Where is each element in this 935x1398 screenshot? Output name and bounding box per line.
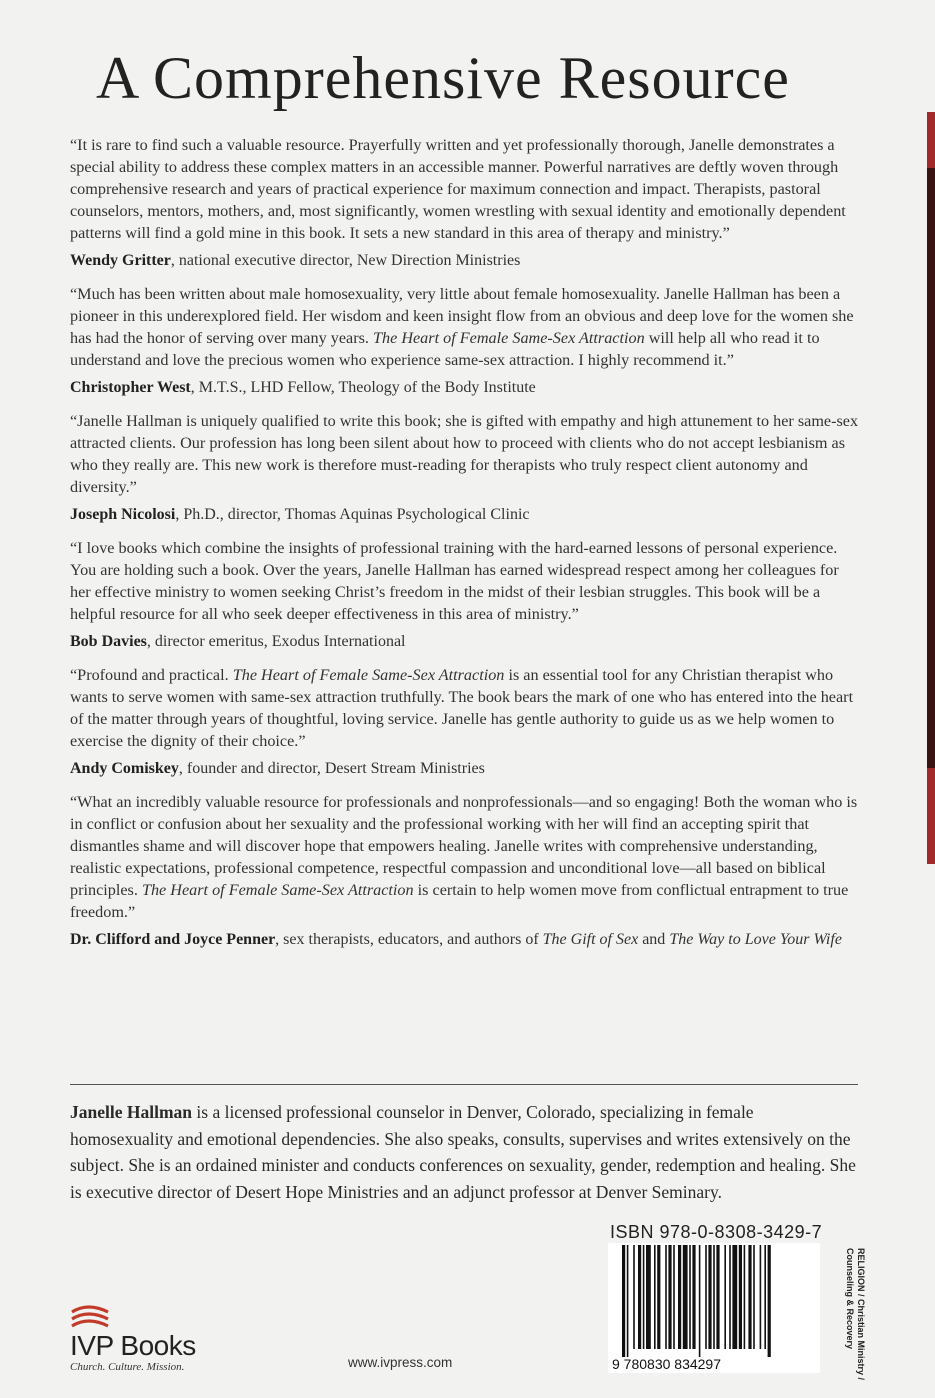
divider-rule	[70, 1084, 858, 1085]
endorser-name: Andy Comiskey	[70, 760, 179, 777]
barcode-bar	[760, 1245, 762, 1349]
barcode-bar	[713, 1245, 715, 1349]
endorsement-attribution	[70, 250, 860, 272]
book-title-italic: The Heart of Female Same-Sex Attraction	[232, 666, 505, 684]
endorsement-attribution	[70, 377, 860, 399]
endorsement-attribution	[70, 929, 860, 951]
author-name: Janelle Hallman	[70, 1102, 193, 1122]
page-title: A Comprehensive Resource	[96, 45, 790, 111]
book-title-italic: The Gift of Sex	[542, 931, 639, 948]
quote-text: is an essential tool for any Christian therapist who wants to serve women with same-sex attraction truthfully. The book bears the mark of one who has entered into the heart of the matter through years of thoughtful, loving service. Janelle has gentle authority to guide us as we help women to exercise the dignity of their choice.”	[70, 666, 854, 750]
barcode-bar	[764, 1245, 766, 1349]
book-title-italic: The Heart of Female Same-Sex Attraction	[141, 881, 414, 899]
barcode-bar	[665, 1245, 667, 1349]
endorser-name: Bob Davies	[70, 633, 147, 650]
barcode-bar	[768, 1245, 771, 1357]
endorser-role: , sex therapists, educators, and authors of	[275, 931, 543, 948]
barcode-bar	[633, 1245, 635, 1349]
endorsement-quote	[70, 410, 860, 498]
barcode-bar	[732, 1245, 737, 1349]
endorsement-attribution	[70, 504, 860, 526]
barcode-bar	[753, 1245, 755, 1349]
endorser-role: , founder and director, Desert Stream Ministries	[178, 760, 485, 777]
barcode-bar	[683, 1245, 688, 1349]
barcode-bar	[699, 1245, 701, 1357]
barcode-bar	[716, 1245, 719, 1349]
publisher-url: www.ivpress.com	[348, 1355, 453, 1370]
endorsement-attribution	[70, 631, 860, 653]
barcode-bar	[729, 1245, 731, 1349]
endorser-role: and	[638, 931, 670, 948]
publisher-name: IVP Books	[70, 1330, 196, 1361]
barcode-bar	[638, 1245, 641, 1349]
endorsement-quote	[70, 283, 860, 371]
barcode-bar	[692, 1245, 695, 1349]
endorser-role: , national executive director, New Direction Ministries	[170, 252, 521, 269]
quote-text: “What an incredibly valuable resource for professionals and nonprofessionals—and so engaging! Both the woman who is in conflict or confusion about her sexuality and the professional working with her will find an accepting spirit that dismantles shame and will discover hope that empowers healing. Janelle writes with comprehensive understanding, realistic expectations, professional competence, respectful compassion and unconditional love—all based on biblical principles.	[70, 793, 858, 899]
endorsement	[70, 664, 860, 780]
barcode	[608, 1243, 820, 1373]
quote-text: “I love books which combine the insights of professional training with the hard-earned lessons of personal experience. You are holding such a book. Over the years, Janelle Hallman has earned widespread respect among her colleagues for her effective ministry to women seeking Christ’s freedom in the midst of their lesbian struggles. This book will be a helpful resource for all who seek deeper effectiveness in this area of ministry.”	[70, 539, 839, 623]
endorser-role: , M.T.S., LHD Fellow, Theology of the Body Institute	[190, 379, 536, 396]
category-line-2: Counseling & Recovery	[845, 1248, 855, 1350]
quote-text: will help all who read it to understand and love the precious women who experience same-sex attraction. I highly recommend it.”	[70, 329, 820, 369]
barcode-bar	[673, 1245, 675, 1349]
barcode-bar	[622, 1245, 625, 1357]
spine-edge-dark	[927, 168, 935, 768]
endorsement-attribution	[70, 758, 860, 780]
isbn-label: ISBN 978-0-8308-3429-7	[610, 1222, 823, 1242]
book-title-italic: The Heart of Female Same-Sex Attraction	[372, 329, 645, 347]
endorsement-quote	[70, 664, 860, 752]
category-text	[844, 1248, 866, 1380]
endorser-name: Wendy Gritter	[70, 252, 171, 269]
endorsement	[70, 791, 860, 951]
quote-text: “Much has been written about male homosexuality, very little about female homosexuality. Janelle Hallman has been a pioneer in this underexplored field. Her wisdom and keen insight flow from an obvious and deep love for the women she has had the honor of serving over many years.	[70, 285, 854, 347]
barcode-bar	[654, 1245, 656, 1349]
barcode-bar	[739, 1245, 742, 1349]
barcode-bar	[657, 1245, 660, 1349]
barcode-bar	[708, 1245, 711, 1349]
quote-text: “It is rare to find such a valuable resource. Prayerfully written and yet professionally thorough, Janelle demonstrates a special ability to address these complex matters in an accessible manner. Powerful narratives are deftly woven through comprehensive research and years of practical experience for maximum connection and impact. Therapists, pastoral counselors, mentors, mothers, and, most significantly, women wrestling with sexual identity and emotionally dependent patterns will find a gold mine in this book. It sets a new standard in this area of therapy and ministry.”	[70, 136, 846, 242]
category-label	[826, 1248, 886, 1388]
endorser-role: , director emeritus, Exodus International	[146, 633, 406, 650]
barcode-bar	[705, 1245, 707, 1349]
barcode-bar	[627, 1245, 629, 1357]
endorsement-quote	[70, 537, 860, 625]
author-bio-text: is a licensed professional counselor in Denver, Colorado, specializing in female homosexuality and emotional dependencies. She also speaks, consults, supervises and writes extensively on the subject. She is an ordained minister and conducts conferences on sexuality, gender, redemption and healing. She is executive director of Desert Hope Ministries and an adjunct professor at Denver Seminary.	[70, 1102, 856, 1202]
quote-text: “Janelle Hallman is uniquely qualified to write this book; she is gifted with empathy and high attunement to her same-sex attracted clients. Our profession has long been silent about how to proceed with clients who do not accept lesbianism as who they really are. This new work is therefore must-reading for therapists who truly respect client autonomy and diversity.”	[70, 412, 859, 496]
endorser-name: Joseph Nicolosi	[70, 506, 176, 523]
barcode-bar	[724, 1245, 726, 1349]
endorser-name: Dr. Clifford and Joyce Penner	[70, 931, 276, 948]
endorsement-quote	[70, 134, 860, 244]
category-line-1: RELIGION / Christian Ministry /	[856, 1248, 866, 1381]
book-title-italic: The Way to Love Your Wife	[669, 931, 842, 948]
barcode-bar	[744, 1245, 746, 1349]
endorsement	[70, 134, 860, 272]
endorsement	[70, 410, 860, 526]
endorsements-list	[70, 134, 860, 962]
barcode-bar	[678, 1245, 681, 1349]
barcode-bar	[668, 1245, 671, 1349]
endorser-role: , Ph.D., director, Thomas Aquinas Psychological Clinic	[175, 506, 530, 523]
barcode-bar	[748, 1245, 751, 1349]
author-bio	[70, 1099, 860, 1205]
publisher-tagline: Church. Culture. Mission.	[70, 1361, 185, 1373]
endorser-name: Christopher West	[70, 379, 191, 396]
endorsement	[70, 537, 860, 653]
endorsement	[70, 283, 860, 399]
barcode-bar	[689, 1245, 691, 1349]
barcode-bar	[643, 1245, 645, 1349]
barcode-number: 9 780830 834297	[612, 1356, 721, 1372]
endorsement-quote	[70, 791, 860, 923]
barcode-bar	[646, 1245, 651, 1349]
quote-text: is certain to help women move from conflictual entrapment to true freedom.”	[70, 881, 849, 921]
quote-text: “Profound and practical.	[70, 666, 233, 684]
barcode-icon	[608, 1243, 820, 1373]
